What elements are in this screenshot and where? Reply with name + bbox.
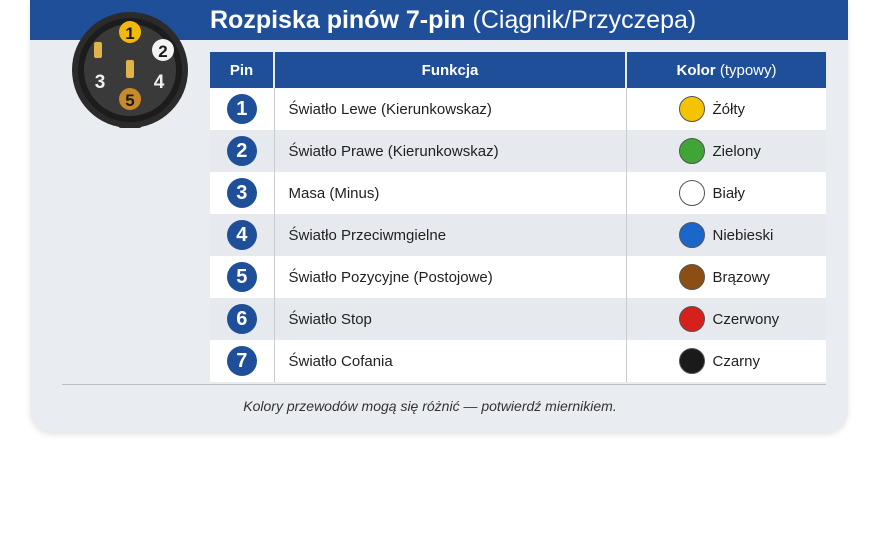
pin-number-badge: 3 <box>227 178 257 208</box>
table-row <box>210 214 826 256</box>
table-row <box>210 88 826 130</box>
pin-cell <box>210 214 274 256</box>
wire-color-swatch <box>679 306 705 332</box>
pin-5-number: 5 <box>125 91 135 110</box>
color-cell <box>626 88 826 130</box>
wire-color-swatch <box>679 348 705 374</box>
pin-2-number: 2 <box>158 42 168 61</box>
wire-color-swatch <box>679 138 705 164</box>
pin-number-badge: 4 <box>227 220 257 250</box>
footnote: Kolory przewodów mogą się różnić — potwierdź miernikiem. <box>243 398 617 414</box>
table-row <box>210 256 826 298</box>
wire-color-swatch <box>679 96 705 122</box>
pin-number-badge: 6 <box>227 304 257 334</box>
7-pin-trailer-socket-icon <box>60 2 200 142</box>
pin-cell <box>210 340 274 382</box>
color-cell <box>626 340 826 382</box>
header-function: Funkcja <box>274 52 626 88</box>
pin-cell <box>210 88 274 130</box>
header-color-note: (typowy) <box>719 61 777 79</box>
title-subtitle: (Ciągnik/Przyczepa) <box>472 6 697 34</box>
table-row <box>210 130 826 172</box>
header-color-label: Kolor <box>676 61 716 79</box>
color-cell <box>626 214 826 256</box>
pin-number-badge: 2 <box>227 136 257 166</box>
table-row <box>210 298 826 340</box>
wire-color-swatch <box>679 222 705 248</box>
function-cell: Światło Lewe (Kierunkowskaz) <box>274 88 626 130</box>
pin-3-number: 3 <box>94 72 106 93</box>
function-cell: Światło Pozycyjne (Postojowe) <box>274 256 626 298</box>
wire-color-name: Zielony <box>712 142 761 160</box>
wire-color-swatch <box>679 180 705 206</box>
pin-cell <box>210 172 274 214</box>
wire-color-name: Brązowy <box>712 268 771 286</box>
function-cell: Światło Stop <box>274 298 626 340</box>
divider <box>62 384 826 385</box>
color-cell <box>626 172 826 214</box>
header-pin: Pin <box>210 52 274 88</box>
pin-cell <box>210 256 274 298</box>
color-cell <box>626 130 826 172</box>
function-cell: Światło Cofania <box>274 340 626 382</box>
pin-number-badge: 7 <box>227 346 257 376</box>
wire-color-swatch <box>679 264 705 290</box>
table-row <box>210 172 826 214</box>
function-cell: Światło Prawe (Kierunkowskaz) <box>274 130 626 172</box>
wire-color-name: Biały <box>712 184 746 202</box>
wire-color-name: Czerwony <box>712 310 780 328</box>
wire-color-name: Czarny <box>712 352 761 370</box>
table-row <box>210 340 826 382</box>
pin-number-badge: 5 <box>227 262 257 292</box>
pin-cell <box>210 130 274 172</box>
function-cell: Masa (Minus) <box>274 172 626 214</box>
pin-4-number: 4 <box>153 72 165 93</box>
color-cell <box>626 298 826 340</box>
title-main: Rozpiska pinów 7-pin <box>210 6 466 34</box>
wire-color-name: Niebieski <box>712 226 774 244</box>
page-title <box>210 2 696 38</box>
pinout-table <box>210 52 826 382</box>
header-color <box>626 52 826 88</box>
pin-1-number: 1 <box>125 24 135 43</box>
function-cell: Światło Przeciwmgielne <box>274 214 626 256</box>
color-cell <box>626 256 826 298</box>
pin-cell <box>210 298 274 340</box>
wire-color-name: Żółty <box>712 100 746 118</box>
pin-number-badge: 1 <box>227 94 257 124</box>
